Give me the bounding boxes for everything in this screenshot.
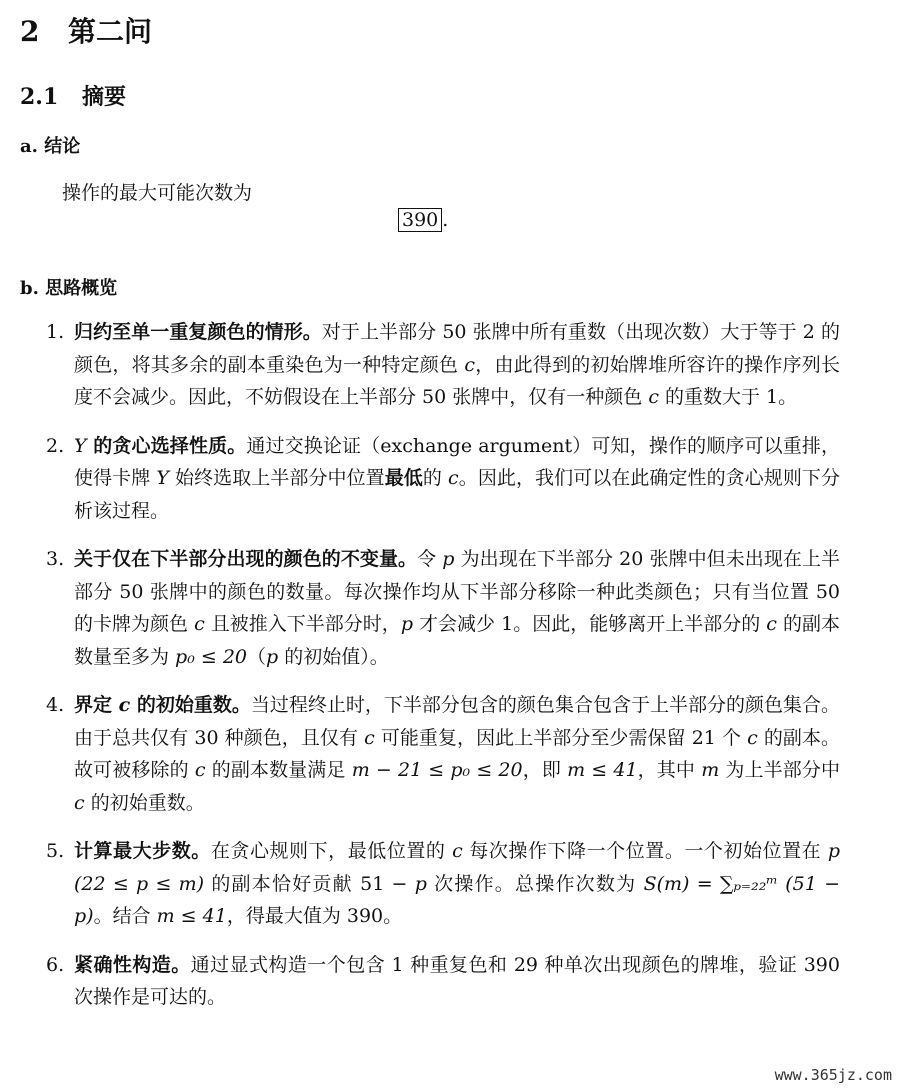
section-number: 2 — [20, 15, 40, 48]
answer-value: 390 — [398, 208, 442, 232]
overview-heading: b. 思路概览 — [20, 278, 118, 299]
item-text: 的副本数量满足 — [205, 759, 352, 781]
math-var: p — [442, 548, 455, 570]
math-var: c — [74, 791, 85, 814]
emphasis-text: 最低 — [384, 467, 423, 489]
item-text: 为上半部分中 — [719, 759, 840, 781]
math-var: c — [194, 613, 205, 635]
item-title: 界定 — [74, 694, 119, 716]
item-title: 的贪心选择性质。 — [86, 434, 247, 457]
item-text: ，即 — [522, 759, 568, 781]
section-title-text: 第二问 — [68, 15, 153, 48]
math-var: c — [364, 726, 375, 749]
item-text: 当过程终止时，下半部分包含的颜色集合包含于上半部分的颜色集合。由于总共仅有 30 种颜色，且仅有 — [74, 694, 840, 749]
answer-trail: . — [442, 209, 449, 231]
item-text: 。因此，我们可以在此确定性的贪心规则下分析该过程。 — [74, 467, 840, 522]
math-expr: p₀ ≤ 20 — [175, 645, 248, 668]
section-title — [20, 10, 152, 50]
math-var: c — [118, 694, 131, 716]
item-text: 的重数大于 1。 — [658, 386, 798, 408]
list-item — [40, 430, 840, 528]
math-var: Y — [156, 467, 169, 489]
list-item — [40, 835, 840, 933]
item-text: 的初始值）。 — [278, 645, 389, 668]
conclusion-text: 操作的最大可能次数为 — [62, 182, 253, 204]
math-expr: m ≤ 41 — [156, 905, 227, 927]
item-text: 的初始重数。 — [84, 791, 205, 814]
item-title: 紧确性构造。 — [74, 953, 191, 976]
item-title: 计算最大步数。 — [74, 840, 211, 862]
item-title: 的初始重数。 — [130, 694, 251, 716]
item-text: （ — [247, 645, 267, 668]
math-var: c — [452, 840, 463, 862]
item-text: 为出现在下半部分 20 张牌中但未出现在上半部分 50 张牌中的颜色的数量。每次操作均从下半部分移除一种此类颜色；只有当位置 50 的卡牌为颜色 — [74, 548, 840, 635]
item-title: 关于仅在下半部分出现的颜色的不变量。 — [74, 548, 418, 570]
item-text: 始终选取上半部分中位置 — [168, 467, 385, 489]
math-expr: S(m) = ∑ₚ₌₂₂ᵐ (51 − p) — [74, 872, 840, 927]
list-item — [40, 689, 840, 819]
item-text: 对于上半部分 50 张牌中所有重数（出现次数）大于等于 2 的颜色，将其多余的副本重染色为一种特定颜色 — [74, 321, 840, 376]
math-var: c — [766, 613, 777, 635]
item-text: 且被推入下半部分时， — [204, 613, 401, 635]
item-text: 每次操作下降一个位置。一个初始位置在 — [462, 840, 828, 862]
idea-list — [40, 316, 840, 1014]
math-var: p — [400, 613, 413, 635]
item-text: 的副本。故可被移除的 — [74, 726, 841, 781]
list-item — [40, 316, 840, 414]
item-text: 通过显式构造一个包含 1 种重复色和 29 种单次出现颜色的牌堆，验证 390 次操作是可达的。 — [74, 953, 840, 1008]
math-expr: m ≤ 41 — [567, 759, 638, 781]
subsection-title-text: 摘要 — [82, 84, 127, 110]
boxed-answer — [398, 208, 448, 232]
item-text: 通过交换论证（exchange argument）可知，操作的顺序可以重排，使得卡牌 — [74, 434, 840, 489]
item-number: 1. — [46, 321, 65, 343]
item-text: ，其中 — [637, 759, 702, 781]
item-text: ，得最大值为 390。 — [226, 905, 403, 927]
math-var: p — [266, 645, 279, 668]
math-expr: p (22 ≤ p ≤ m) — [74, 840, 840, 895]
subsection-number: 2.1 — [20, 84, 59, 110]
list-item — [40, 543, 840, 673]
math-expr: m − 21 ≤ p₀ ≤ 20 — [351, 759, 523, 781]
item-text: 次操作。总操作次数为 — [426, 872, 644, 895]
math-var: p — [414, 872, 427, 895]
math-var: c — [464, 353, 476, 376]
item-text: 可能重复，因此上半部分至少需保留 21 个 — [374, 726, 748, 749]
item-number: 5. — [46, 840, 65, 862]
subsection-title — [20, 80, 126, 111]
item-number: 3. — [46, 548, 65, 570]
item-number: 2. — [46, 434, 65, 457]
watermark-text: www.365jz.com — [774, 1066, 892, 1084]
item-number: 6. — [46, 953, 65, 976]
item-text: 的 — [422, 467, 449, 489]
math-var: m — [701, 759, 720, 781]
item-number: 4. — [46, 694, 65, 716]
math-var: c — [648, 386, 659, 408]
math-var: c — [194, 759, 206, 781]
conclusion-heading: a. 结论 — [20, 136, 81, 157]
math-var: Y — [74, 434, 87, 457]
math-var: c — [747, 726, 758, 749]
item-text: 才会减少 1。因此，能够离开上半部分的 — [413, 613, 767, 635]
item-text: 的副本数量至多为 — [74, 613, 841, 668]
item-text: ，由此得到的初始牌堆所容许的操作序列长度不会减少。因此，不妨假设在上半部分 50 张牌中，仅有一种颜色 — [74, 353, 840, 408]
item-title: 归约至单一重复颜色的情形。 — [74, 321, 322, 343]
math-var: c — [448, 467, 459, 489]
item-text: 在贪心规则下，最低位置的 — [210, 840, 453, 862]
list-item — [40, 949, 840, 1014]
item-text: 令 — [417, 548, 443, 570]
item-text: 的副本恰好贡献 51 − — [204, 872, 415, 895]
item-text: 。结合 — [93, 905, 157, 927]
